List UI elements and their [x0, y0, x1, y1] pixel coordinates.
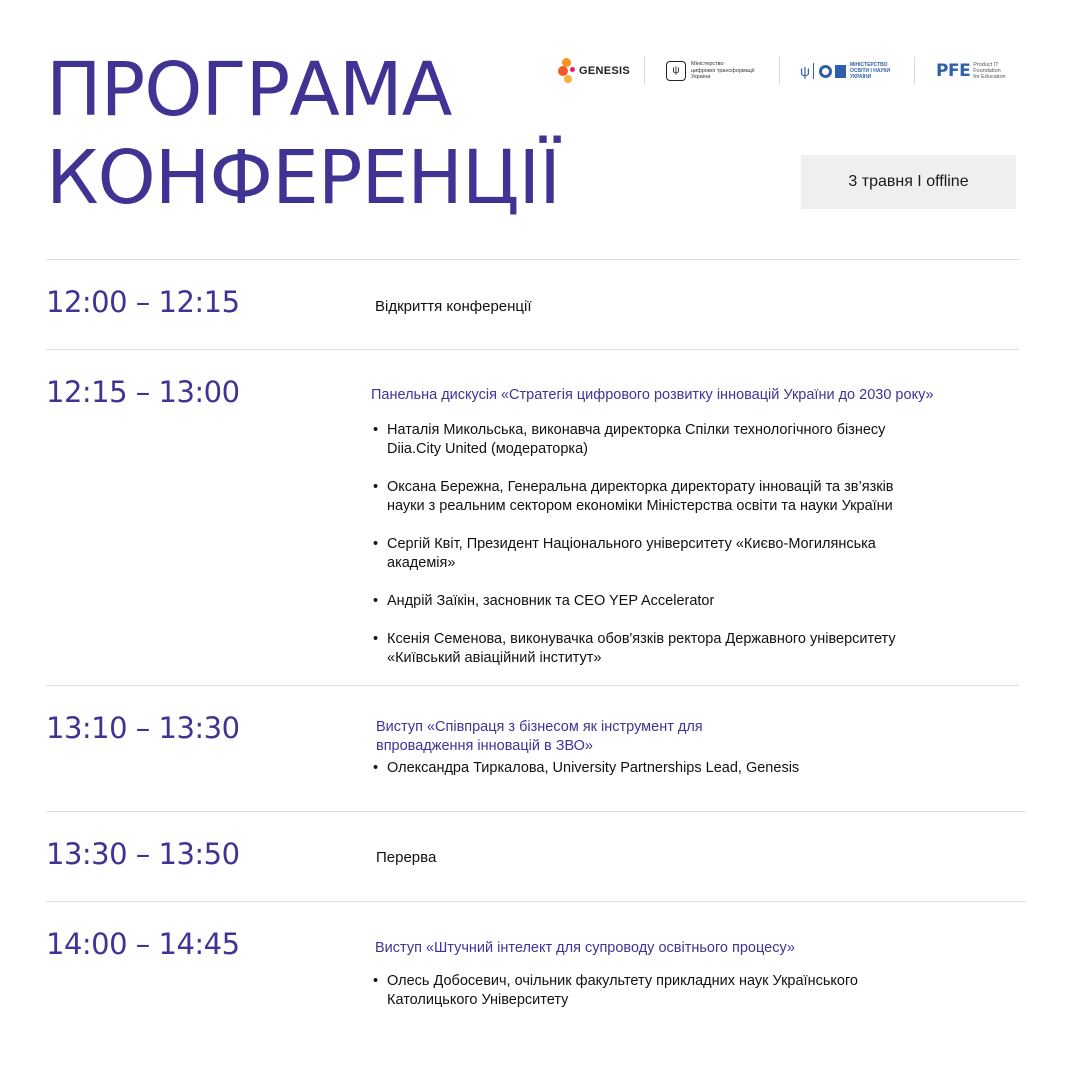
- divider: [46, 259, 1019, 260]
- logo-divider: [914, 57, 915, 85]
- pfe-logo: [936, 55, 1006, 87]
- ministry-education-line: ОСВІТИ І НАУКИ: [849, 68, 891, 74]
- session-time: 14:00 – 14:45: [46, 927, 240, 961]
- speaker-item: [371, 972, 1011, 1010]
- speaker-item: • Олександра Тиркалова, University Partnerships Lead, Genesis: [371, 759, 1011, 778]
- logo-divider: [644, 57, 645, 85]
- ministry-education-line: УКРАЇНИ: [849, 74, 872, 80]
- divider: [46, 685, 1019, 686]
- session-title: Виступ «Штучний інтелект для супроводу освітнього процесу»: [375, 940, 795, 956]
- speaker-line: • Андрій Заїкін, засновник та CEO YEP Accelerator: [387, 593, 715, 609]
- speaker-line: • Сергій Квіт, Президент Національного університету «Києво-Могилянська: [387, 536, 876, 552]
- trident-icon: ψ: [666, 61, 686, 81]
- speaker-line: «Київський авіаційний інститут»: [387, 650, 602, 666]
- speaker-line: академія»: [387, 555, 456, 571]
- speaker-item: [371, 535, 1011, 573]
- session-text: Перерва: [376, 849, 437, 866]
- divider: [46, 901, 1026, 902]
- genesis-logo: [556, 55, 630, 87]
- session-time: 13:30 – 13:50: [46, 837, 240, 871]
- ministry-digital-logo: [666, 55, 755, 87]
- session-title: Панельна дискусія «Стратегія цифрового розвитку інновацій України до 2030 року»: [371, 387, 934, 403]
- ministry-digital-line: Міністерство: [691, 61, 724, 68]
- speaker-list: [371, 421, 1011, 668]
- pfe-line: Product IT: [973, 61, 999, 68]
- speaker-item: [371, 592, 1011, 611]
- ministry-digital-line: України: [691, 74, 711, 81]
- logo-divider: [779, 57, 780, 85]
- speaker-line: • Ксенія Семенова, виконувачка обов'язків ректора Державного університету: [387, 631, 896, 647]
- partner-logos: [556, 55, 1024, 87]
- speaker-line: • Наталія Микольська, виконавча директорка Спілки технологічного бізнесу: [387, 422, 886, 438]
- divider: [46, 349, 1019, 350]
- speaker-item: [371, 478, 1011, 516]
- title-line-2: КОНФЕРЕНЦІЇ: [46, 135, 561, 221]
- speaker-item: [371, 421, 1011, 459]
- ministry-digital-line: цифрової трансформації: [691, 67, 755, 74]
- genesis-logo-text: GENESIS: [579, 65, 631, 77]
- pfe-line: for Education: [973, 74, 1006, 81]
- session-time: 12:00 – 12:15: [46, 285, 240, 319]
- session-time: 12:15 – 13:00: [46, 375, 240, 409]
- speaker-line: • Олесь Добосевич, очільник факультету прикладних наук Українського: [387, 973, 858, 989]
- ministry-education-logo: [800, 55, 890, 87]
- session-title-line: Виступ «Співпраця з бізнесом як інструмент для: [376, 719, 703, 735]
- date-badge: 3 травня І offline: [801, 155, 1016, 209]
- session-text: Відкриття конференції: [375, 298, 532, 315]
- session-title: [376, 718, 703, 756]
- session-title-line: впровадження інновацій в ЗВО»: [376, 738, 593, 754]
- speaker-list: [371, 972, 1011, 1010]
- speaker-line: Католицького Університету: [387, 992, 569, 1008]
- logo-bar: [813, 63, 814, 79]
- pfe-line: Foundation: [973, 67, 1001, 74]
- speaker-list: [371, 759, 1011, 778]
- ministry-education-line: МІНІСТЕРСТВО: [849, 62, 888, 68]
- speaker-line: • Оксана Бережна, Генеральна директорка директорату інновацій та зв’язків: [387, 479, 894, 495]
- divider: [46, 811, 1026, 812]
- genesis-dots-icon: [556, 57, 576, 85]
- pfe-mark: PFE: [936, 61, 971, 81]
- speaker-line: Diia.City United (модераторка): [387, 441, 588, 457]
- mon-circle-icon: [819, 65, 832, 78]
- speaker-line: науки з реальним сектором економіки Міністерства освіти та науки України: [387, 498, 893, 514]
- session-time: 13:10 – 13:30: [46, 711, 240, 745]
- title-line-1: ПРОГРАМА: [46, 47, 452, 133]
- page-title: [46, 46, 560, 222]
- mon-square-icon: [835, 65, 846, 78]
- speaker-item: [371, 630, 1011, 668]
- trident-icon: ψ: [800, 63, 810, 79]
